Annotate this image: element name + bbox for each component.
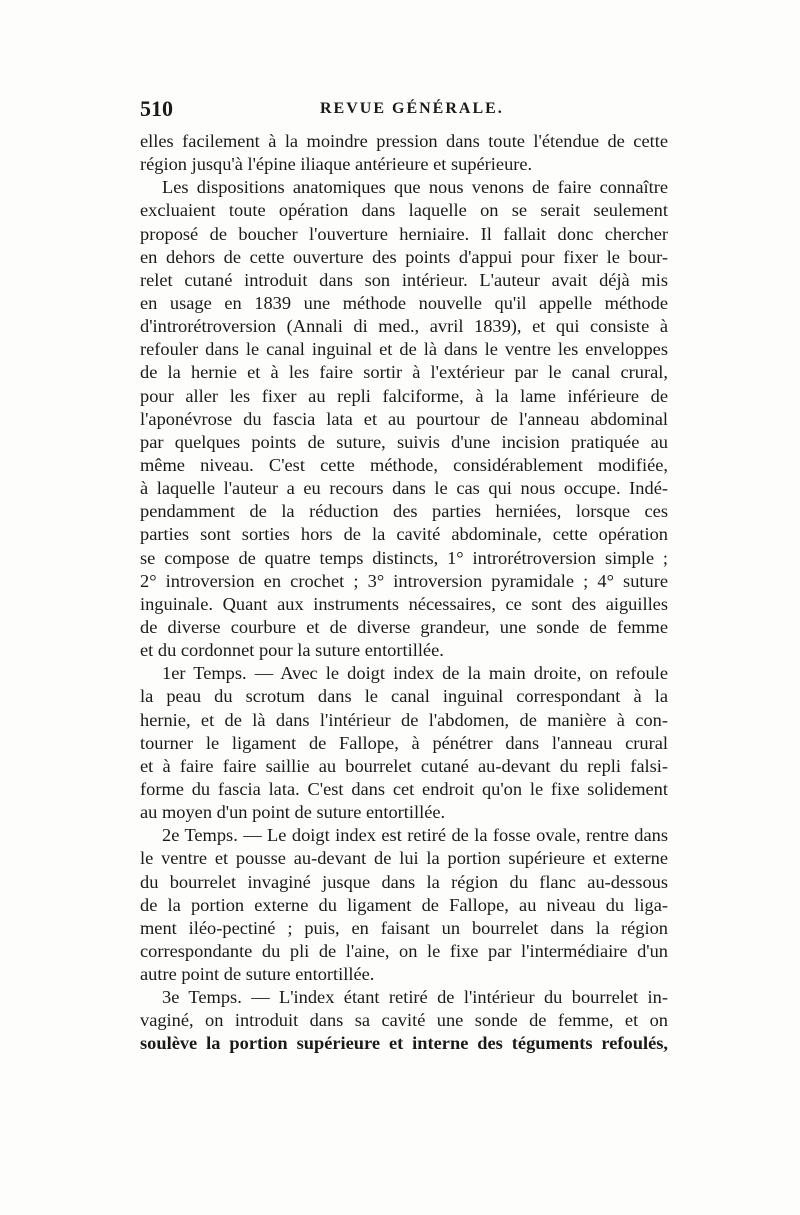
body-text [140, 130, 668, 1056]
text-line: soulève la portion supérieure et interne des téguments refoulés, [140, 1033, 668, 1054]
text-line: correspondante du pli de l'aine, on le fixe par l'intermédiaire d'un [140, 940, 668, 961]
text-line: pour aller les fixer au repli falciforme, à la lame inférieure de [140, 385, 668, 406]
text-line: 2e Temps. — Le doigt index est retiré de la fosse ovale, rentre dans [162, 825, 668, 846]
text-line: 3e Temps. — L'index étant retiré de l'intérieur du bourrelet in- [162, 987, 668, 1008]
text-line: de la hernie et à les faire sortir à l'extérieur par le canal crural, [140, 362, 668, 383]
text-line: elles facilement à la moindre pression dans toute l'étendue de cette [140, 131, 668, 151]
text-line: autre point de suture entortillée. [140, 964, 375, 985]
text-line: refouler dans le canal inguinal et de là dans le ventre les enveloppes [140, 339, 668, 360]
text-line: excluaient toute opération dans laquelle on se serait seulement [140, 200, 668, 221]
text-line: ment iléo-pectiné ; puis, en faisant un bourrelet dans la région [140, 917, 668, 938]
text-line: et à faire faire saillie au bourrelet cutané au-devant du repli falsi- [140, 755, 668, 776]
text-line: du bourrelet invaginé jusque dans la région du flanc au-dessous [140, 871, 668, 892]
text-line: au moyen d'un point de suture entortillée. [140, 802, 446, 823]
text-line: en usage en 1839 une méthode nouvelle qu'il appelle méthode [140, 292, 668, 313]
text-line: la peau du scrotum dans le canal inguinal correspondant à la [140, 686, 668, 707]
text-line: région jusqu'à l'épine iliaque antérieure et supérieure. [140, 154, 533, 175]
journal-title: REVUE GÉNÉRALE. [320, 100, 504, 117]
text-line: même niveau. C'est cette méthode, considérablement modifiée, [140, 454, 668, 475]
text-line: d'introrétroversion (Annali di med., avril 1839), et qui consiste à [140, 316, 668, 337]
text-line: et du cordonnet pour la suture entortillée. [140, 640, 444, 661]
page-number: 510 [140, 96, 173, 121]
running-head [140, 96, 670, 126]
text-line: à laquelle l'auteur a eu recours dans le cas qui nous occupe. Indé- [140, 478, 668, 499]
text-line: en dehors de cette ouverture des points d'appui pour fixer le bour- [140, 246, 668, 267]
text-line: Les dispositions anatomiques que nous venons de faire connaître [162, 177, 668, 198]
text-line: proposé de boucher l'ouverture herniaire. Il fallait donc chercher [140, 223, 668, 244]
text-line: parties sont sorties hors de la cavité abdominale, cette opération [140, 524, 668, 545]
text-line: de la portion externe du ligament de Fallope, au niveau du liga- [140, 894, 668, 915]
text-line: relet cutané introduit dans son intérieur. L'auteur avait déjà mis [140, 269, 668, 290]
text-line: inguinale. Quant aux instruments nécessaires, ce sont des aiguilles [140, 593, 668, 614]
text-line: pendamment de la réduction des parties herniées, lorsque ces [140, 501, 668, 522]
text-line: forme du fascia lata. C'est dans cet endroit qu'on le fixe solidement [140, 778, 668, 799]
text-line: l'aponévrose du fascia lata et au pourtour de l'anneau abdominal [140, 408, 668, 429]
text-line: 2° introversion en crochet ; 3° introversion pyramidale ; 4° suture [140, 570, 668, 591]
text-line: le ventre et pousse au-devant de lui la portion supérieure et externe [140, 848, 668, 869]
text-line: 1er Temps. — Avec le doigt index de la main droite, on refoule [162, 663, 668, 684]
text-line: hernie, et de là dans l'intérieur de l'abdomen, de manière à con- [140, 709, 668, 730]
text-line: tourner le ligament de Fallope, à pénétrer dans l'anneau crural [140, 732, 668, 753]
text-line: de diverse courbure et de diverse grandeur, une sonde de femme [140, 616, 668, 637]
text-line: par quelques points de suture, suivis d'une incision pratiquée au [140, 431, 668, 452]
text-line: vaginé, on introduit dans sa cavité une sonde de femme, et on [140, 1010, 668, 1031]
text-line: se compose de quatre temps distincts, 1° introrétroversion simple ; [140, 547, 668, 568]
